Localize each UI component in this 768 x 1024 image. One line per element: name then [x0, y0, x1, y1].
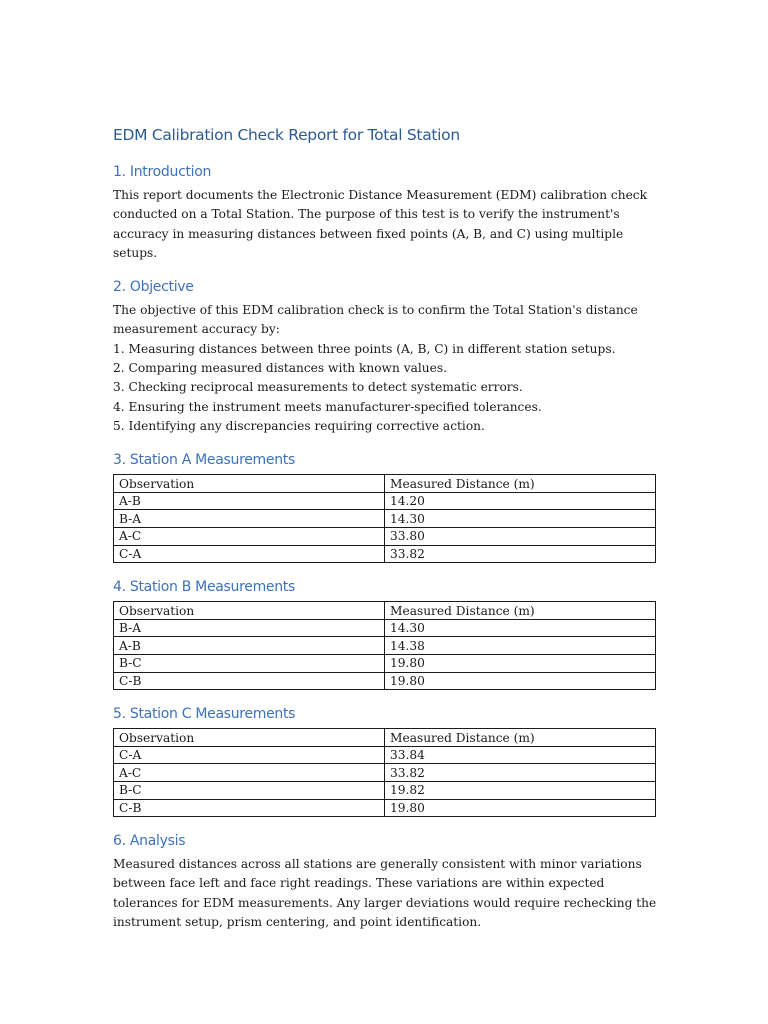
- table-cell: B-C: [114, 781, 385, 799]
- table-cell: 19.80: [385, 672, 656, 690]
- table-cell: 14.30: [385, 619, 656, 637]
- table-row: [114, 799, 656, 817]
- table-cell: 14.20: [385, 492, 656, 510]
- table-row: [114, 746, 656, 764]
- table-cell: 19.82: [385, 781, 656, 799]
- column-header: Measured Distance (m): [385, 729, 656, 747]
- introduction-heading: 1. Introduction: [113, 164, 212, 180]
- column-header: Observation: [114, 729, 385, 747]
- list-item: 2. Comparing measured distances with known values.: [113, 361, 447, 376]
- analysis-heading: 6. Analysis: [113, 833, 186, 850]
- list-item: 4. Ensuring the instrument meets manufacturer-specified tolerances.: [113, 399, 542, 414]
- station-c-heading: 5. Station C Measurements: [113, 706, 296, 723]
- table-cell: 19.80: [385, 655, 656, 673]
- table-row: [114, 781, 656, 799]
- table-cell: C-A: [114, 746, 385, 764]
- list-item: 1. Measuring distances between three points (A, B, C) in different station setups.: [113, 341, 616, 356]
- table-row: [114, 764, 656, 782]
- table-row: [114, 619, 656, 637]
- station-a-table: [113, 474, 656, 563]
- table-cell: A-C: [114, 764, 385, 782]
- list-item: 5. Identifying any discrepancies requiring corrective action.: [113, 418, 485, 433]
- list-item: 3. Checking reciprocal measurements to detect systematic errors.: [113, 380, 523, 395]
- table-cell: 33.84: [385, 746, 656, 764]
- objective-list: [113, 340, 657, 436]
- table-header-row: [114, 729, 656, 747]
- objective-heading: 2. Objective: [113, 279, 194, 296]
- table-cell: 33.80: [385, 528, 656, 546]
- document-body: [113, 124, 657, 932]
- table-row: [114, 492, 656, 510]
- table-cell: B-A: [114, 619, 385, 637]
- table-row: [114, 672, 656, 690]
- table-cell: A-B: [114, 637, 385, 655]
- table-cell: 14.30: [385, 510, 656, 528]
- station-b-heading: 4. Station B Measurements: [113, 579, 295, 596]
- table-row: [114, 655, 656, 673]
- table-header-row: [114, 475, 656, 493]
- objective-lead: The objective of this EDM calibration check is to confirm the Total Station's distance measurement accuracy by:: [113, 303, 638, 337]
- station-b-table: [113, 601, 656, 690]
- table-cell: 33.82: [385, 545, 656, 563]
- table-cell: C-B: [114, 672, 385, 690]
- table-header-row: [114, 602, 656, 620]
- table-cell: A-C: [114, 528, 385, 546]
- table-row: [114, 637, 656, 655]
- report-title: EDM Calibration Check Report for Total Station: [113, 126, 460, 144]
- table-cell: C-B: [114, 799, 385, 817]
- introduction-text: This report documents the Electronic Distance Measurement (EDM) calibration check conducted on a Total Station. The purpose of this test is to verify the instrument's accuracy in measuring distances between fixed points (A, B, and C) using multiple setups.: [113, 188, 648, 260]
- station-a-heading: 3. Station A Measurements: [113, 452, 295, 469]
- table-cell: C-A: [114, 545, 385, 563]
- column-header: Observation: [114, 602, 385, 620]
- analysis-text: Measured distances across all stations are generally consistent with minor variations between face left and face right readings. These variations are within expected tolerances for EDM measurements. Any larger deviations would require rechecking the instrument setup, prism centering, and point identification.: [113, 857, 657, 930]
- table-cell: 19.80: [385, 799, 656, 817]
- table-row: [114, 510, 656, 528]
- table-row: [114, 545, 656, 563]
- column-header: Measured Distance (m): [385, 475, 656, 493]
- station-c-table: [113, 728, 656, 817]
- table-cell: B-A: [114, 510, 385, 528]
- column-header: Observation: [114, 475, 385, 493]
- column-header: Measured Distance (m): [385, 602, 656, 620]
- table-row: [114, 528, 656, 546]
- table-cell: 33.82: [385, 764, 656, 782]
- table-cell: 14.38: [385, 637, 656, 655]
- table-cell: B-C: [114, 655, 385, 673]
- table-cell: A-B: [114, 492, 385, 510]
